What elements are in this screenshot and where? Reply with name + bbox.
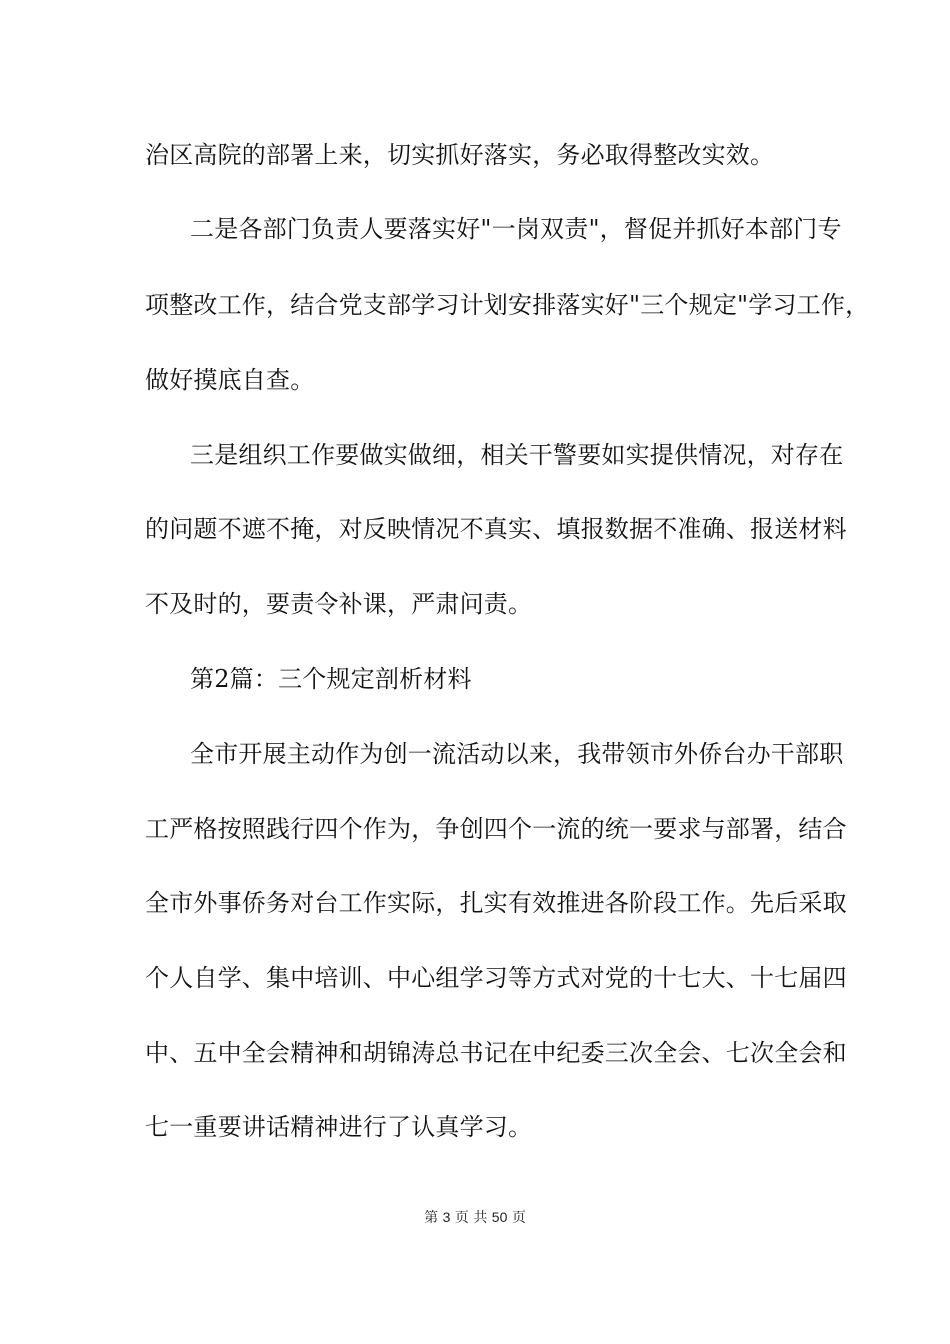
paragraph-line-3: 项整改工作，结合党支部学习计划安排落实好"三个规定"学习工作， [145,291,870,319]
footer-mid: 页 共 [454,1210,488,1226]
footer-suffix: 页 [511,1210,526,1226]
footer-prefix: 第 [424,1210,439,1226]
paragraph-line-10: 工严格按照践行四个作为，争创四个一流的统一要求与部署，结合 [145,815,847,843]
paragraph-line-13: 中、五中全会精神和胡锦涛总书记在中纪委三次全会、七次全会和 [145,1039,847,1067]
footer-total-pages: 50 [491,1209,508,1225]
section-heading: 第2篇：三个规定剖析材料 [190,665,472,693]
paragraph-line-2: 二是各部门负责人要落实好"一岗双责"，督促并抓好本部门专 [190,215,842,243]
paragraph-line-11: 全市外事侨务对台工作实际，扎实有效推进各阶段工作。先后采取 [145,889,847,917]
paragraph-line-9: 全市开展主动作为创一流活动以来，我带领市外侨台办干部职 [190,740,844,768]
paragraph-line-5: 三是组织工作要做实做细，相关干警要如实提供情况，对存在 [190,441,844,469]
paragraph-line-4: 做好摸底自查。 [145,366,315,394]
page-footer [0,1208,950,1227]
paragraph-line-12: 个人自学、集中培训、中心组学习等方式对党的十七大、十七届四 [145,964,847,992]
paragraph-line-1: 治区高院的部署上来，切实抓好落实，务必取得整改实效。 [145,141,775,169]
paragraph-line-7: 不及时的，要责令补课，严肃问责。 [145,590,533,618]
paragraph-line-14: 七一重要讲话精神进行了认真学习。 [145,1113,533,1141]
footer-page-number: 3 [442,1209,451,1225]
paragraph-line-6: 的问题不遮不掩，对反映情况不真实、填报数据不准确、报送材料 [145,515,847,543]
